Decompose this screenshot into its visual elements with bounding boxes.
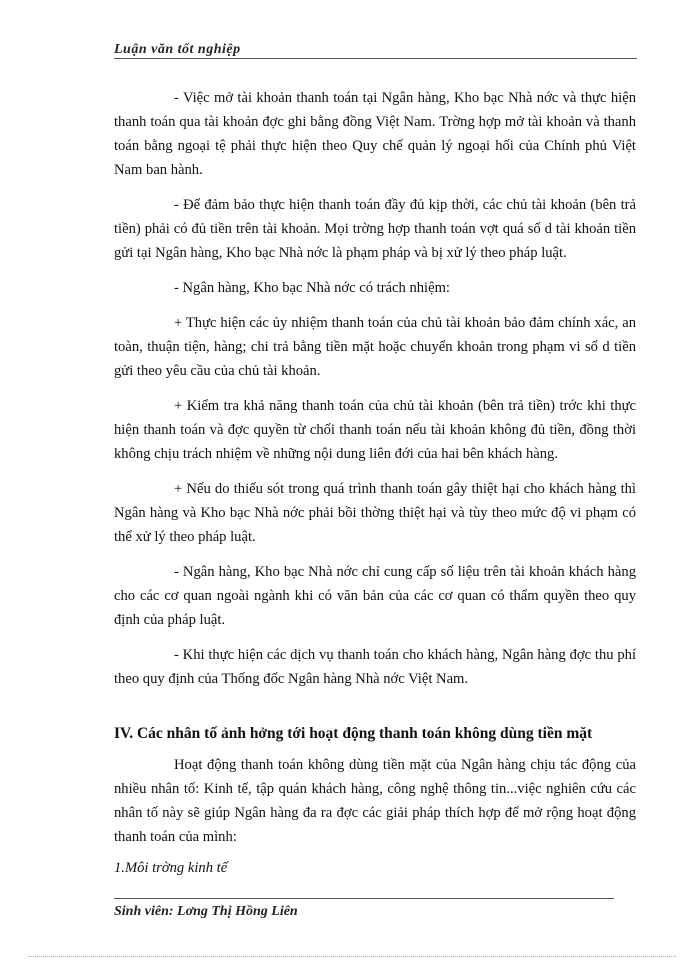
page-bottom-border xyxy=(28,956,676,957)
document-body xyxy=(114,86,636,877)
paragraph: + Nếu do thiếu sót trong quá trình thanh toán gây thiệt hại cho khách hàng thì Ngân hàng và Kho bạc Nhà nớc phải bồi thờng thiệt hại và tùy theo mức độ vi phạm có thể xử lý theo pháp luật. xyxy=(114,481,636,545)
section-intro: Hoạt động thanh toán không dùng tiền mặt của Ngân hàng chịu tác động của nhiều nhân tố: Kinh tế, tập quán khách hàng, công nghệ thông tin...việc nghiên cứu các nhân tố này sẽ giúp Ngân hàng đa ra đợc các giải pháp thích hợp để mở rộng hoạt động thanh toán của mình: xyxy=(114,757,636,845)
header-divider xyxy=(114,58,637,59)
paragraph: - Việc mở tài khoản thanh toán tại Ngân hàng, Kho bạc Nhà nớc và thực hiện thanh toán qua tài khoản đợc ghi bằng đồng Việt Nam. Trờng hợp mở tài khoản và thanh toán bằng ngoại tệ phải thực hiện theo Quy chế quản lý ngoại hối của Chính phủ Việt Nam ban hành. xyxy=(114,90,636,178)
footer-author: Sinh viên: Lơng Thị Hồng Liên xyxy=(114,904,298,919)
subsection-heading: 1.Môi trờng kinh tế xyxy=(114,860,228,876)
paragraph: + Kiểm tra khả năng thanh toán của chủ tài khoản (bên trả tiền) trớc khi thực hiện thanh toán và đợc quyền từ chối thanh toán nếu tài khoản không đủ tiền, đồng thời không chịu trách nhiệm về những nội dung liên đới của hai bên khách hàng. xyxy=(114,398,636,462)
header-title: Luận văn tốt nghiệp xyxy=(114,42,241,57)
paragraph: - Ngân hàng, Kho bạc Nhà nớc chỉ cung cấp số liệu trên tài khoản khách hàng cho các cơ quan ngoài ngành khi có văn bản của các cơ quan có thẩm quyền theo quy định của pháp luật. xyxy=(114,564,636,628)
footer-divider xyxy=(114,898,614,899)
paragraph: - Khi thực hiện các dịch vụ thanh toán cho khách hàng, Ngân hàng đợc thu phí theo quy định của Thống đốc Ngân hàng Nhà nớc Việt Nam. xyxy=(114,647,636,687)
paragraph: - Để đảm bảo thực hiện thanh toán đầy đủ kịp thời, các chủ tài khoản (bên trả tiền) phải có đủ tiền trên tài khoản. Mọi trờng hợp thanh toán vợt quá số d tài khoản tiền gửi tại Ngân hàng, Kho bạc Nhà nớc là phạm pháp và bị xử lý theo pháp luật. xyxy=(114,197,636,261)
section-heading: IV. Các nhân tố ảnh hởng tới hoạt động thanh toán không dùng tiền mặt xyxy=(114,725,593,742)
paragraph: + Thực hiện các ủy nhiệm thanh toán của chủ tài khoản bảo đảm chính xác, an toàn, thuận tiện, hàng; chi trả bằng tiền mặt hoặc chuyển khoản trong phạm vi số d tiền gửi theo yêu cầu của chủ tài khoản. xyxy=(114,315,636,379)
paragraph: - Ngân hàng, Kho bạc Nhà nớc có trách nhiệm: xyxy=(174,280,450,296)
